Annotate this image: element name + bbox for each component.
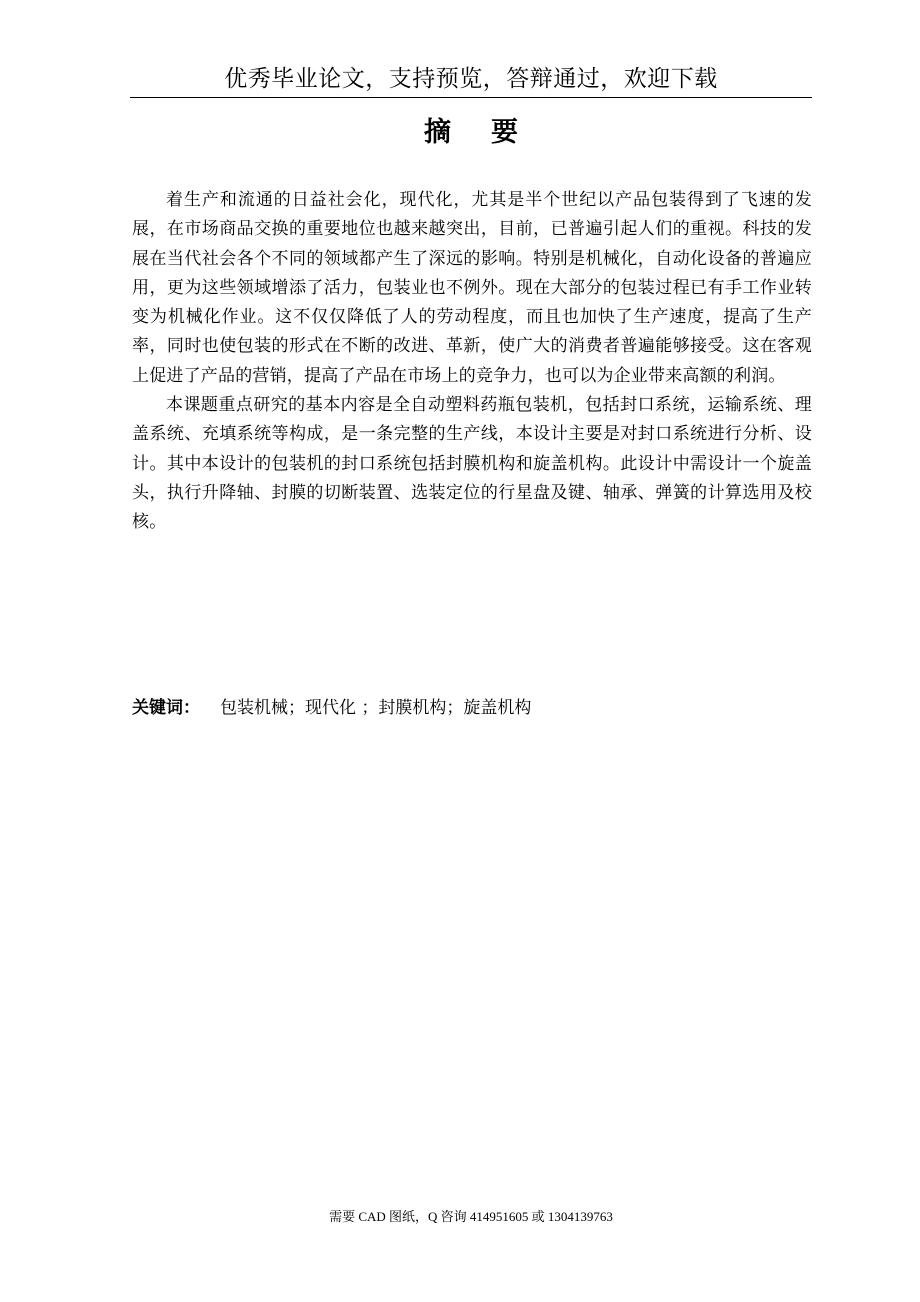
abstract-paragraph-1: 着生产和流通的日益社会化，现代化，尤其是半个世纪以产品包装得到了飞速的发展，在市场商品交换的重要地位也越来越突出，目前，已普遍引起人们的重视。科技的发展在当代社会各个不同的领域都产生了深远的影响。特别是机械化，自动化设备的普遍应用，更为这些领域增添了活力，包装业也不例外。现在大部分的包装过程已有手工作业转变为机械化作业。这不仅仅降低了人的劳动程度，而且也加快了生产速度，提高了生产率，同时也使包装的形式在不断的改进、革新，使广大的消费者普遍能够接受。这在客观上促进了产品的营销，提高了产品在市场上的竞争力，也可以为企业带来高额的利润。 [132,190,812,386]
page-header-text: 优秀毕业论文，支持预览，答辩通过，欢迎下载 [224,66,718,92]
keywords-label: 关键词： [132,698,200,718]
footer-contact-note: 需要 CAD 图纸，Q 咨询 414951605 或 1304139763 [329,1209,613,1224]
keywords-value: 包装机械；现代化 ；封膜机构；旋盖机构 [220,698,532,718]
keywords-line [132,695,812,721]
abstract-paragraph-2: 本课题重点研究的基本内容是全自动塑料药瓶包装机，包括封口系统，运输系统、理盖系统、充填系统等构成，是一条完整的生产线，本设计主要是对封口系统进行分析、设计。其中本设计的包装机的封口系统包括封膜机构和旋盖机构。此设计中需设计一个旋盖头，执行升降轴、封膜的切断装置、选装定位的行星盘及键、轴承、弹簧的计算选用及校核。 [132,395,812,533]
page-title: 摘要 [424,117,558,148]
header-rule [130,97,812,98]
abstract-body [132,186,812,538]
